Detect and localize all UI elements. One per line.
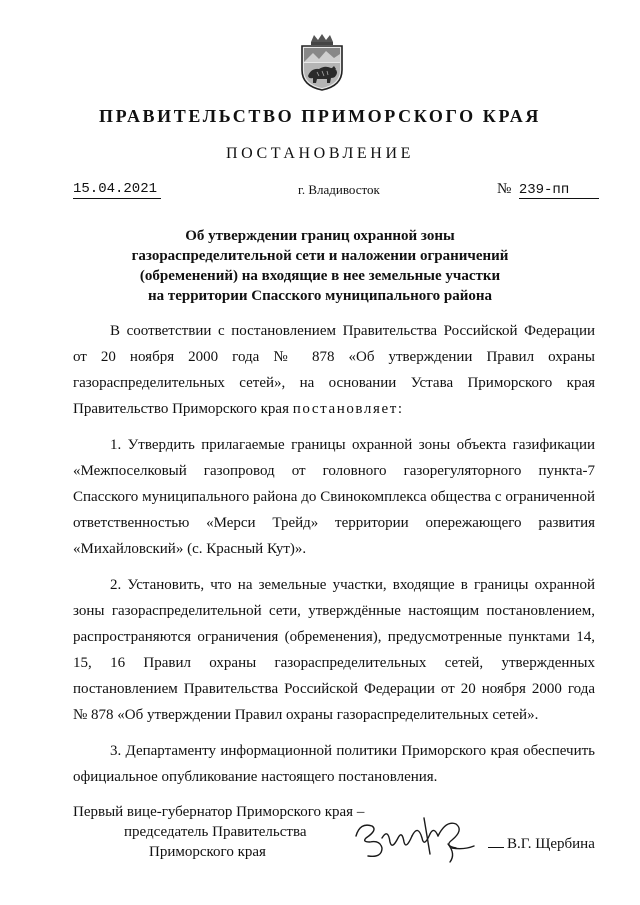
document-type: ПОСТАНОВЛЕНИЕ [226, 145, 414, 162]
item-1-paragraph: 1. Утвердить прилагаемые границы охранной зоны объекта газификации «Межпоселковый газопровод от головного газорегуляторного пункта-7 Спасского муниципального района до Свинокомплекса общества с ограниченной ответственностью «Мерси Трейд» территории опережающего развития «Михайловский» (с. Красный Кут)». [73, 437, 595, 557]
coat-of-arms-icon [297, 32, 347, 92]
signer-position-line: Приморского края [149, 844, 266, 860]
signer-position-line: Первый вице-губернатор Приморского края – [73, 804, 365, 820]
number-value: 239-пп [519, 182, 599, 199]
document-body [73, 318, 595, 800]
number-sign: № [497, 181, 512, 197]
subject-line: газораспределительной сети и наложении ограничений [131, 248, 509, 264]
signer-name: В.Г. Щербина [507, 836, 595, 852]
handwritten-signature-icon [352, 814, 477, 866]
subject-line: Об утверждении границ охранной зоны [185, 228, 455, 244]
subject-line: (обременений) на входящие в нее земельные участки [139, 268, 501, 284]
government-title: ПРАВИТЕЛЬСТВО ПРИМОРСКОГО КРАЯ [99, 106, 541, 126]
document-city: г. Владивосток [298, 182, 380, 197]
subject-line: на территории Спасского муниципального района [147, 288, 493, 304]
document-subject [100, 226, 540, 306]
signer [488, 836, 595, 853]
document-date: 15.04.2021 [73, 181, 161, 199]
item-3-paragraph: 3. Департаменту информационной политики Приморского края обеспечить официальное опубликование настоящего постановления. [73, 743, 595, 785]
intro-keyword: постановляет: [292, 401, 404, 417]
item-2-paragraph: 2. Установить, что на земельные участки, входящие в границы охранной зоны газораспределительной сети, утверждённые настоящим постановлением, распространяются ограничения (обременения), предусмотренные пунктами 14, 15, 16 Правил охраны газораспределительных сетей, утвержденных постановлением Правительства Российской Федерации от 20 ноября 2000 года № 878 «Об утверждении Правил охраны газораспределительных сетей». [73, 577, 595, 723]
signature-underline [488, 847, 504, 848]
document-number [497, 181, 599, 199]
intro-text: В соответствии с постановлением Правительства Российской Федерации от 20 ноября 2000 года № 878 «Об утверждении Правил охраны газораспределительных сетей», на основании Устава Приморского края Правительство Приморского края [73, 323, 595, 417]
signer-position-line: председатель Правительства [124, 824, 307, 840]
intro-paragraph [73, 318, 595, 422]
